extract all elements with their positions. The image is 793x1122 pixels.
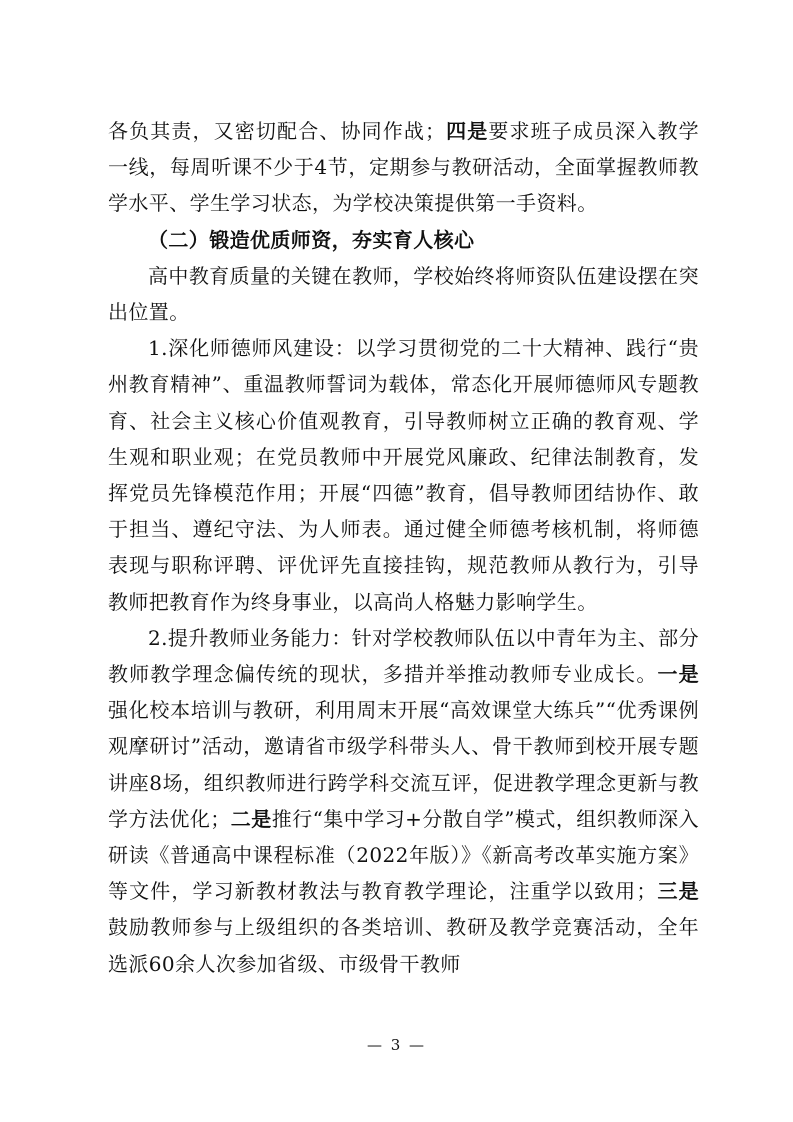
text-segment: 各负其责，又密切配合、协同作战； [108, 119, 446, 143]
paragraph-ability [108, 620, 699, 982]
text-segment: 2.提升教师业务能力：针对学校教师队伍以中青年为主、部分教师教学理念偏传统的现状，多措并举推动教师专业成长。 [108, 625, 699, 687]
text-segment: 要求班子成员深入教学一线，每周听课不少于4节，定期参与教研活动，全面掌握教师教学水平、学生学习状态，为学校决策提供第一手资料。 [108, 119, 699, 216]
paragraph-ethics [108, 330, 699, 620]
text-segment: 高中教育质量的关键在教师，学校始终将师资队伍建设摆在突出位置。 [108, 263, 699, 325]
bold-marker: 一是 [657, 662, 699, 687]
bold-marker: 三是 [656, 879, 699, 904]
text-segment: 1.深化师德师风建设：以学习贯彻党的二十大精神、践行“贵州教育精神”、重温教师誓词为载体，常态化开展师德师风专题教育、社会主义核心价值观教育，引导教师树立正确的教育观、学生观和职业观；在党员教师中开展党风廉政、纪律法制教育，发挥党员先锋模范作用；开展“四德”教育，倡导教师团结协作、敢于担当、遵纪守法、为人师表。通过健全师德考核机制，将师德表现与职称评聘、评优评先直接挂钩，规范教师从教行为，引导教师把教育作为终身事业，以高尚人格魅力影响学生。 [108, 336, 699, 614]
paragraph-continuation [108, 113, 699, 222]
text-segment: 推行“集中学习+分散自学”模式，组织教师深入研读《普通高中课程标准（2022年版）》《新高考改革实施方案》等文件，学习新教材教法与教育教学理论，注重学以致用； [108, 806, 699, 904]
heading-text: （二）锻造优质师资，夯实育人核心 [148, 227, 475, 252]
bold-marker: 四是 [445, 119, 489, 143]
document-body [108, 113, 699, 982]
text-segment: 强化校本培训与教研，利用周末开展“高效课堂大练兵”“优秀课例观摩研讨”活动，邀请省市级学科带头人、骨干教师到校开展专题讲座8场，组织教师进行跨学科交流互评，促进教学理念更新与教学方法优化； [108, 698, 699, 831]
section-heading [108, 222, 699, 258]
paragraph-intro [108, 258, 699, 330]
text-segment: 鼓励教师参与上级组织的各类培训、教研及教学竞赛活动，全年选派60余人次参加省级、市级骨干教师 [108, 915, 699, 976]
bold-marker: 二是 [230, 806, 272, 831]
page-number: — 3 — [366, 1036, 427, 1054]
